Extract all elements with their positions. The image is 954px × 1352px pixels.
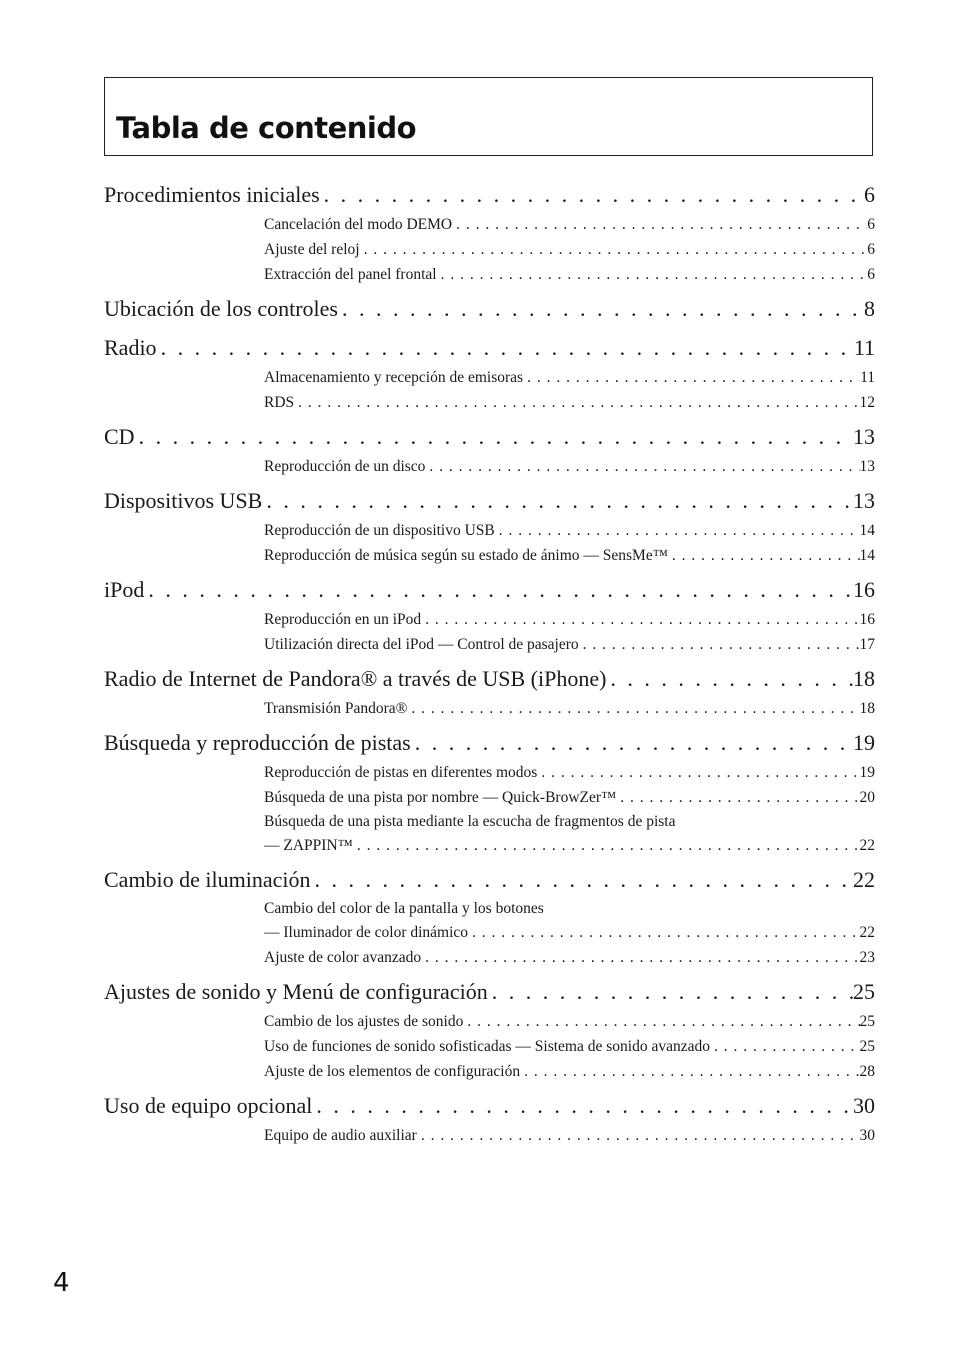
toc-subentry-label: Ajuste de los elementos de configuración — [264, 1063, 521, 1080]
toc-subentry-page: 28 — [859, 1063, 875, 1080]
toc-subentry-page: 6 — [867, 216, 875, 233]
toc-entry-page: 6 — [864, 182, 875, 207]
toc-section-ipod — [104, 573, 875, 657]
dot-leader — [417, 1123, 860, 1148]
toc-subentry-label: Reproducción de pistas en diferentes modos — [264, 764, 538, 781]
toc-subentry[interactable] — [264, 945, 875, 970]
toc-entry[interactable] — [104, 292, 875, 326]
toc-subentry[interactable] — [264, 212, 875, 237]
toc-subentry[interactable] — [264, 365, 875, 390]
toc-subentry-page: 19 — [859, 764, 875, 781]
dot-leader — [407, 696, 859, 721]
toc-entry-label: Procedimientos iniciales — [104, 182, 320, 207]
toc-subentry-label: — ZAPPIN™ — [264, 837, 353, 854]
toc-entry-page: 11 — [853, 335, 875, 360]
toc-subentry-page: 14 — [859, 522, 875, 539]
toc-subentry[interactable] — [264, 454, 875, 479]
toc-section-busqueda — [104, 726, 875, 858]
toc-entry-label: Búsqueda y reproducción de pistas — [104, 730, 411, 755]
toc-entry-label: iPod — [104, 577, 145, 602]
dot-leader — [606, 662, 853, 696]
toc-subentry-label: Transmisión Pandora® — [264, 700, 408, 717]
toc-subentry-label: Ajuste del reloj — [264, 241, 360, 258]
toc-section-equipo-opcional — [104, 1089, 875, 1148]
dot-leader — [421, 945, 859, 970]
toc-entry-label: Ubicación de los controles — [104, 296, 338, 321]
toc-entry-label: Cambio de iluminación — [104, 867, 311, 892]
toc-subentry-page: 20 — [859, 789, 875, 806]
dot-leader — [411, 726, 853, 760]
toc-section-radio — [104, 331, 875, 415]
toc-entry[interactable] — [104, 975, 875, 1009]
toc-subentry-page: 30 — [859, 1127, 875, 1144]
toc-section-cd — [104, 420, 875, 479]
toc-subentry-page: 13 — [859, 458, 875, 475]
toc-subentry[interactable] — [264, 262, 875, 287]
toc-subentry-label: Búsqueda de una pista por nombre — Quick-BrowZer™ — [264, 789, 617, 806]
toc-subentry-label: Ajuste de color avanzado — [264, 949, 422, 966]
toc-subentry-page: 16 — [859, 611, 875, 628]
page-number: 4 — [53, 1268, 70, 1298]
toc-entry-label: Dispositivos USB — [104, 488, 263, 513]
toc-section-procedimientos — [104, 178, 875, 287]
dot-leader — [421, 607, 859, 632]
toc-entry[interactable] — [104, 484, 875, 518]
toc-subentry[interactable] — [264, 696, 875, 721]
toc-subentry-label: Reproducción de un dispositivo USB — [264, 522, 495, 539]
toc-entry-page: 25 — [853, 979, 875, 1004]
dot-leader — [311, 863, 853, 897]
toc-subentry-label: Utilización directa del iPod — Control de pasajero — [264, 636, 579, 653]
dot-leader — [579, 632, 860, 657]
toc-subentry[interactable] — [264, 237, 875, 262]
toc-entry[interactable] — [104, 1089, 875, 1123]
toc-subentry[interactable] — [264, 390, 875, 415]
toc-entry[interactable] — [104, 331, 875, 365]
toc-subentry-page: 18 — [859, 700, 875, 717]
toc-entry[interactable] — [104, 726, 875, 760]
toc-subentry-label: RDS — [264, 394, 295, 411]
toc-entry[interactable] — [104, 178, 875, 212]
dot-leader — [452, 212, 867, 237]
toc-subentry-label: Reproducción en un iPod — [264, 611, 422, 628]
toc-subentry[interactable] — [264, 1123, 875, 1148]
toc-subentry-label: Almacenamiento y recepción de emisoras — [264, 369, 524, 386]
toc-subentry[interactable] — [264, 1009, 875, 1034]
toc-subentry-label: Extracción del panel frontal — [264, 266, 437, 283]
toc-subentry[interactable] — [264, 607, 875, 632]
toc-subentry-page: 25 — [859, 1038, 875, 1055]
toc-entry[interactable] — [104, 863, 875, 897]
toc-subentry-page: 25 — [859, 1013, 875, 1030]
toc-entry-page: 30 — [853, 1093, 875, 1118]
toc-section-ubicacion — [104, 292, 875, 326]
toc-entry[interactable] — [104, 573, 875, 607]
toc-entry-label: Radio — [104, 335, 157, 360]
toc-subentry-label: Cancelación del modo DEMO — [264, 216, 453, 233]
dot-leader — [523, 365, 860, 390]
dot-leader — [437, 262, 868, 287]
toc-subentry[interactable] — [264, 785, 875, 810]
toc-subentry-label: — Iluminador de color dinámico — [264, 924, 469, 941]
toc-entry-label: Uso de equipo opcional — [104, 1093, 313, 1118]
dot-leader — [338, 292, 864, 326]
toc-subentry-page: 22 — [859, 924, 875, 941]
toc-entry-page: 18 — [853, 666, 875, 691]
toc-section-pandora — [104, 662, 875, 721]
title-box — [104, 77, 873, 156]
toc-subentry[interactable] — [264, 760, 875, 785]
toc-subentry-label: Cambio de los ajustes de sonido — [264, 1013, 464, 1030]
toc-subentry-first-line: Cambio del color de la pantalla y los botones — [264, 900, 544, 917]
toc-subentry[interactable] — [264, 518, 875, 543]
toc-subentry-page: 6 — [867, 241, 875, 258]
toc-subentry[interactable] — [264, 1059, 875, 1084]
toc-subentry-page: 23 — [859, 949, 875, 966]
dot-leader — [135, 420, 853, 454]
dot-leader — [425, 454, 859, 479]
dot-leader — [320, 178, 864, 212]
toc-subentry[interactable] — [264, 833, 875, 858]
toc-entry[interactable] — [104, 420, 875, 454]
toc-subentry[interactable] — [264, 1034, 875, 1059]
toc-subentry-page: 6 — [867, 266, 875, 283]
dot-leader — [488, 975, 853, 1009]
toc-entry-label: Ajustes de sonido y Menú de configuración — [104, 979, 488, 1004]
dot-leader — [353, 833, 860, 858]
dot-leader — [616, 785, 859, 810]
toc-subentry-first-line: Búsqueda de una pista mediante la escucha de fragmentos de pista — [264, 813, 676, 830]
dot-leader — [463, 1009, 859, 1034]
dot-leader — [710, 1034, 860, 1059]
toc-entry-page: 13 — [853, 424, 875, 449]
page-title: Tabla de contenido — [116, 111, 417, 145]
toc-section-iluminacion — [104, 863, 875, 970]
toc-subentry-label: Equipo de audio auxiliar — [264, 1127, 417, 1144]
dot-leader — [537, 760, 859, 785]
toc-entry-label: CD — [104, 424, 135, 449]
toc-entry-page: 13 — [853, 488, 875, 513]
toc-entry-page: 8 — [864, 296, 875, 321]
dot-leader — [312, 1089, 853, 1123]
toc-entry-page: 19 — [853, 730, 875, 755]
dot-leader — [468, 920, 859, 945]
toc-subentry-page: 11 — [860, 369, 875, 386]
toc-entry-label: Radio de Internet de Pandora® a través de USB (iPhone) — [104, 666, 607, 691]
dot-leader — [520, 1059, 859, 1084]
toc-subentry[interactable] — [264, 920, 875, 945]
dot-leader — [668, 543, 860, 568]
toc-subentry[interactable] — [264, 543, 875, 568]
toc-subentry[interactable] — [264, 632, 875, 657]
table-of-contents — [104, 178, 875, 1153]
dot-leader — [157, 331, 854, 365]
toc-section-sonido — [104, 975, 875, 1084]
dot-leader — [495, 518, 860, 543]
toc-entry[interactable] — [104, 662, 875, 696]
toc-section-usb — [104, 484, 875, 568]
toc-subentry-label: Uso de funciones de sonido sofisticadas — Sistema de sonido avanzado — [264, 1038, 710, 1055]
dot-leader — [294, 390, 859, 415]
toc-subentry-page: 22 — [859, 837, 875, 854]
dot-leader — [360, 237, 868, 262]
toc-subentry-label: Reproducción de música según su estado de ánimo — SensMe™ — [264, 547, 668, 564]
toc-entry-page: 16 — [853, 577, 875, 602]
toc-subentry-page: 14 — [859, 547, 875, 564]
toc-subentry-page: 17 — [859, 636, 875, 653]
toc-subentry-label: Reproducción de un disco — [264, 458, 426, 475]
toc-subentry-page: 12 — [859, 394, 875, 411]
dot-leader — [144, 573, 853, 607]
toc-entry-page: 22 — [853, 867, 875, 892]
dot-leader — [262, 484, 853, 518]
